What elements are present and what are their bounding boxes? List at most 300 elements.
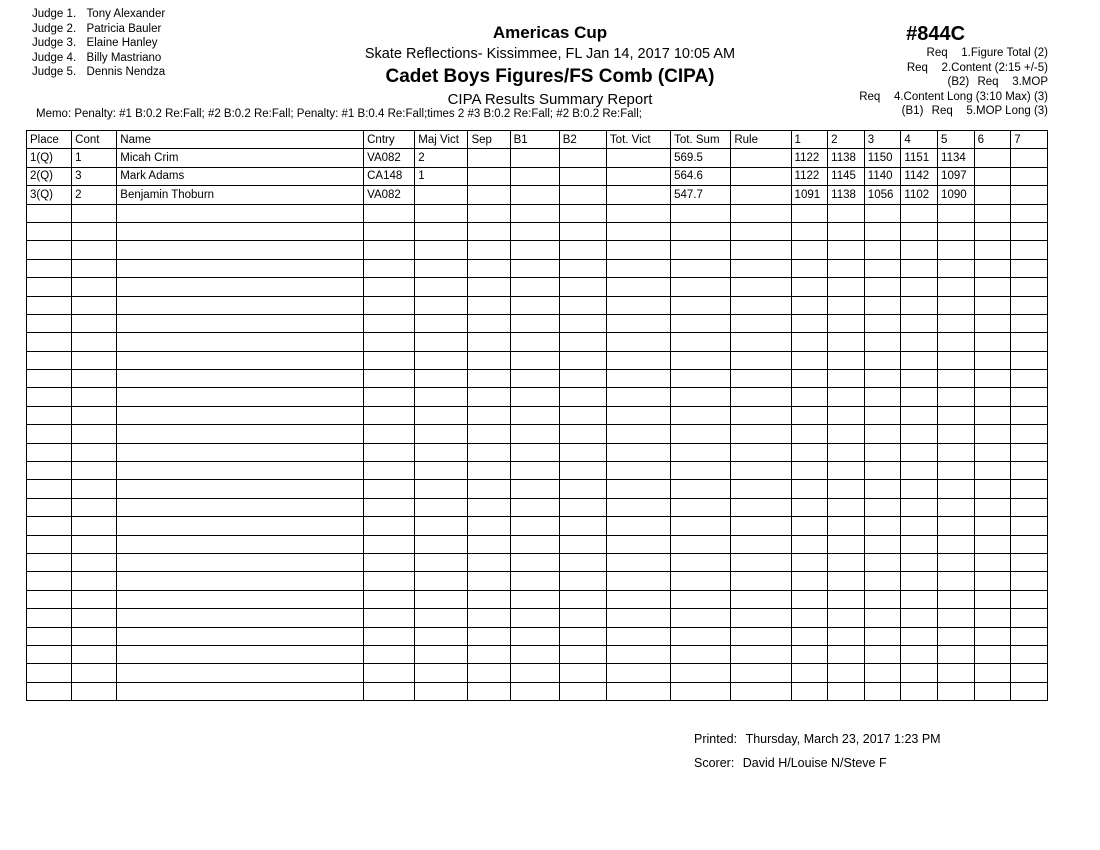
cell-b2 (559, 627, 606, 645)
cell-cont (72, 278, 117, 296)
cell-j6 (974, 149, 1011, 167)
cell-b2 (559, 186, 606, 204)
cell-totsum (671, 498, 731, 516)
requirement-text: Content (2:15 +/-5) (951, 61, 1048, 74)
cell-j1 (791, 351, 828, 369)
cell-j6 (974, 204, 1011, 222)
cell-cntry (364, 498, 415, 516)
column-header-cntry: Cntry (364, 131, 415, 149)
cell-j1 (791, 388, 828, 406)
cell-totv (606, 627, 670, 645)
cell-totv (606, 553, 670, 571)
cell-majv (415, 480, 468, 498)
scorer-label: Scorer: (694, 756, 735, 770)
cell-j5 (938, 259, 975, 277)
table-row-empty[interactable] (27, 259, 1048, 277)
cell-j2: 1138 (828, 186, 865, 204)
cell-cont (72, 553, 117, 571)
cell-rule (731, 535, 791, 553)
cell-sep (468, 627, 510, 645)
table-row-empty[interactable] (27, 351, 1048, 369)
cell-j5 (938, 572, 975, 590)
cell-name (117, 553, 364, 571)
column-header-j4: 4 (901, 131, 938, 149)
cell-place: 3(Q) (27, 186, 72, 204)
table-row-empty[interactable] (27, 553, 1048, 571)
cell-rule (731, 462, 791, 480)
cell-j5 (938, 462, 975, 480)
cell-j2 (828, 462, 865, 480)
cell-cntry (364, 535, 415, 553)
table-row-empty[interactable] (27, 682, 1048, 700)
cell-place (27, 590, 72, 608)
cell-name (117, 388, 364, 406)
cell-j4 (901, 572, 938, 590)
cell-b2 (559, 406, 606, 424)
cell-j4: 1142 (901, 167, 938, 185)
requirement-row (829, 75, 1048, 90)
cell-j4 (901, 627, 938, 645)
cell-majv (415, 682, 468, 700)
cell-b1 (510, 167, 559, 185)
cell-cont (72, 664, 117, 682)
table-row[interactable] (27, 167, 1048, 185)
cell-cont (72, 682, 117, 700)
cell-j5 (938, 682, 975, 700)
table-row-empty[interactable] (27, 572, 1048, 590)
cell-totsum (671, 259, 731, 277)
cell-j3 (864, 682, 901, 700)
cell-j7 (1011, 517, 1048, 535)
cell-j3 (864, 406, 901, 424)
column-header-totsum: Tot. Sum (671, 131, 731, 149)
cell-cntry (364, 278, 415, 296)
cell-j4 (901, 370, 938, 388)
results-table (26, 130, 1048, 701)
cell-j6 (974, 296, 1011, 314)
cell-j4 (901, 314, 938, 332)
cell-rule (731, 149, 791, 167)
cell-b2 (559, 682, 606, 700)
cell-j1: 1091 (791, 186, 828, 204)
cell-totsum (671, 645, 731, 663)
cell-j1 (791, 425, 828, 443)
table-row-empty[interactable] (27, 517, 1048, 535)
cell-cont (72, 572, 117, 590)
cell-rule (731, 296, 791, 314)
cell-totsum (671, 333, 731, 351)
cell-totv (606, 498, 670, 516)
cell-b1 (510, 388, 559, 406)
cell-totv (606, 535, 670, 553)
cell-j1 (791, 443, 828, 461)
cell-cntry (364, 645, 415, 663)
cell-j6 (974, 259, 1011, 277)
cell-name (117, 664, 364, 682)
cell-j4 (901, 609, 938, 627)
cell-cntry (364, 296, 415, 314)
cell-name (117, 682, 364, 700)
cell-j6 (974, 351, 1011, 369)
cell-j6 (974, 333, 1011, 351)
cell-place (27, 645, 72, 663)
cell-sep (468, 241, 510, 259)
cell-j6 (974, 241, 1011, 259)
cell-j1 (791, 517, 828, 535)
cell-totsum (671, 664, 731, 682)
cell-j7 (1011, 425, 1048, 443)
cell-place (27, 572, 72, 590)
cell-name (117, 517, 364, 535)
table-row-empty[interactable] (27, 535, 1048, 553)
cell-cont (72, 296, 117, 314)
cell-totv (606, 406, 670, 424)
table-row-empty[interactable] (27, 609, 1048, 627)
judge-word: Judge (32, 8, 64, 20)
cell-majv (415, 627, 468, 645)
cell-place (27, 278, 72, 296)
cell-j5 (938, 370, 975, 388)
cell-sep (468, 443, 510, 461)
cell-j1 (791, 241, 828, 259)
requirement-word: Req (931, 105, 953, 118)
table-row-empty[interactable] (27, 425, 1048, 443)
cell-j1 (791, 406, 828, 424)
cell-rule (731, 241, 791, 259)
cell-j6 (974, 222, 1011, 240)
cell-totv (606, 590, 670, 608)
cell-j3 (864, 443, 901, 461)
table-row-empty[interactable] (27, 314, 1048, 332)
cell-totv (606, 664, 670, 682)
cell-cont (72, 517, 117, 535)
cell-totv (606, 682, 670, 700)
cell-b2 (559, 535, 606, 553)
cell-cont (72, 351, 117, 369)
cell-totv (606, 222, 670, 240)
cell-b1 (510, 645, 559, 663)
cell-j2 (828, 314, 865, 332)
cell-totv (606, 296, 670, 314)
cell-j1 (791, 572, 828, 590)
judge-row (32, 65, 165, 80)
cell-name (117, 480, 364, 498)
cell-b2 (559, 572, 606, 590)
cell-j3 (864, 553, 901, 571)
cell-j1 (791, 535, 828, 553)
cell-j7 (1011, 388, 1048, 406)
judge-name: Patricia Bauler (86, 22, 162, 35)
cell-j3 (864, 535, 901, 553)
cell-place (27, 627, 72, 645)
cell-j6 (974, 425, 1011, 443)
cell-sep (468, 333, 510, 351)
table-row-empty[interactable] (27, 645, 1048, 663)
report-header (230, 22, 870, 110)
cell-name (117, 443, 364, 461)
cell-j3: 1150 (864, 149, 901, 167)
cell-j4 (901, 480, 938, 498)
cell-cntry: VA082 (364, 186, 415, 204)
cell-rule (731, 351, 791, 369)
cell-totv (606, 609, 670, 627)
cell-j3: 1140 (864, 167, 901, 185)
cell-b1 (510, 370, 559, 388)
cell-name (117, 370, 364, 388)
cell-place (27, 388, 72, 406)
cell-cntry (364, 553, 415, 571)
cell-cont (72, 259, 117, 277)
cell-j6 (974, 682, 1011, 700)
cell-totv (606, 149, 670, 167)
table-row[interactable] (27, 149, 1048, 167)
cell-b1 (510, 443, 559, 461)
table-row-empty[interactable] (27, 370, 1048, 388)
cell-totv (606, 572, 670, 590)
cell-j3 (864, 333, 901, 351)
cell-j4: 1151 (901, 149, 938, 167)
judge-word: Judge (32, 66, 64, 78)
column-header-majv: Maj Vict (415, 131, 468, 149)
cell-totsum (671, 351, 731, 369)
cell-totsum (671, 222, 731, 240)
table-row-empty[interactable] (27, 664, 1048, 682)
cell-b1 (510, 406, 559, 424)
cell-cntry (364, 590, 415, 608)
judge-row (32, 22, 165, 37)
cell-j5 (938, 443, 975, 461)
cell-rule (731, 480, 791, 498)
table-row-empty[interactable] (27, 333, 1048, 351)
cell-j2 (828, 682, 865, 700)
cell-b2 (559, 259, 606, 277)
table-row-empty[interactable] (27, 590, 1048, 608)
requirement-row (829, 90, 1048, 105)
cell-name (117, 498, 364, 516)
cell-b2 (559, 167, 606, 185)
cell-j7 (1011, 351, 1048, 369)
cell-j2 (828, 333, 865, 351)
requirement-row (829, 61, 1048, 76)
cell-b1 (510, 572, 559, 590)
cell-b2 (559, 296, 606, 314)
cell-j1 (791, 462, 828, 480)
requirement-number: 5. (966, 105, 976, 118)
cell-j4 (901, 241, 938, 259)
cell-j4 (901, 351, 938, 369)
cell-majv (415, 517, 468, 535)
cell-j1 (791, 664, 828, 682)
table-row-empty[interactable] (27, 388, 1048, 406)
cell-majv (415, 388, 468, 406)
cell-j7 (1011, 406, 1048, 424)
cell-sep (468, 517, 510, 535)
cell-cntry (364, 351, 415, 369)
cell-b2 (559, 351, 606, 369)
cell-cont: 1 (72, 149, 117, 167)
cell-j4 (901, 278, 938, 296)
table-row-empty[interactable] (27, 204, 1048, 222)
cell-majv: 1 (415, 167, 468, 185)
cell-totsum (671, 682, 731, 700)
cell-j3 (864, 609, 901, 627)
cell-j6 (974, 443, 1011, 461)
cell-j6 (974, 590, 1011, 608)
requirement-text: MOP (1021, 76, 1048, 89)
table-row-empty[interactable] (27, 443, 1048, 461)
cell-totsum (671, 425, 731, 443)
cell-j6 (974, 167, 1011, 185)
table-row-empty[interactable] (27, 627, 1048, 645)
cell-totv (606, 480, 670, 498)
cell-j2 (828, 609, 865, 627)
cell-cntry (364, 480, 415, 498)
cell-j3 (864, 664, 901, 682)
cell-sep (468, 609, 510, 627)
cell-totsum (671, 388, 731, 406)
scorer-value: David H/Louise N/Steve F (742, 756, 887, 770)
cell-j2 (828, 480, 865, 498)
cell-j7 (1011, 149, 1048, 167)
table-row-empty[interactable] (27, 480, 1048, 498)
judge-word: Judge (32, 22, 64, 35)
cell-j6 (974, 609, 1011, 627)
cell-b1 (510, 627, 559, 645)
cell-j7 (1011, 627, 1048, 645)
cell-j7 (1011, 259, 1048, 277)
cell-place (27, 664, 72, 682)
cell-j5 (938, 314, 975, 332)
cell-j1: 1122 (791, 149, 828, 167)
cell-rule (731, 609, 791, 627)
cell-j6 (974, 370, 1011, 388)
cell-b1 (510, 222, 559, 240)
cell-j2 (828, 388, 865, 406)
judge-row (32, 51, 165, 66)
cell-j2 (828, 664, 865, 682)
cell-j7 (1011, 498, 1048, 516)
cell-j6 (974, 627, 1011, 645)
cell-rule (731, 425, 791, 443)
cell-j2 (828, 241, 865, 259)
cell-sep (468, 222, 510, 240)
table-row-empty[interactable] (27, 406, 1048, 424)
table-row-empty[interactable] (27, 296, 1048, 314)
cell-sep (468, 462, 510, 480)
requirement-word: Req (977, 76, 999, 89)
category-title: Cadet Boys Figures/FS Comb (CIPA) (385, 66, 715, 87)
cell-totv (606, 167, 670, 185)
cell-j5 (938, 296, 975, 314)
cell-rule (731, 314, 791, 332)
requirements-list (829, 46, 1048, 119)
cell-place (27, 406, 72, 424)
cell-totv (606, 241, 670, 259)
cell-b2 (559, 498, 606, 516)
cell-j4 (901, 535, 938, 553)
cell-place: 2(Q) (27, 167, 72, 185)
cell-b1 (510, 333, 559, 351)
cell-j2 (828, 351, 865, 369)
cell-sep (468, 664, 510, 682)
cell-b1 (510, 314, 559, 332)
cell-j7 (1011, 609, 1048, 627)
cell-j4 (901, 462, 938, 480)
cell-majv (415, 645, 468, 663)
cell-j3 (864, 222, 901, 240)
table-row-empty[interactable] (27, 462, 1048, 480)
cell-sep (468, 498, 510, 516)
cell-b1 (510, 498, 559, 516)
cell-majv (415, 553, 468, 571)
cell-name (117, 572, 364, 590)
judge-row (32, 36, 165, 51)
cell-totv (606, 388, 670, 406)
cell-b1 (510, 204, 559, 222)
cell-j4 (901, 664, 938, 682)
cell-sep (468, 351, 510, 369)
table-row-empty[interactable] (27, 278, 1048, 296)
cell-b1 (510, 186, 559, 204)
table-row-empty[interactable] (27, 241, 1048, 259)
cell-j2: 1138 (828, 149, 865, 167)
cell-totv (606, 259, 670, 277)
cell-j6 (974, 517, 1011, 535)
cell-majv (415, 241, 468, 259)
table-row[interactable] (27, 186, 1048, 204)
column-header-place: Place (27, 131, 72, 149)
cell-cntry (364, 425, 415, 443)
cell-totv (606, 204, 670, 222)
cell-j3 (864, 370, 901, 388)
cell-j3 (864, 259, 901, 277)
cell-rule (731, 627, 791, 645)
cell-j3 (864, 462, 901, 480)
column-header-j2: 2 (828, 131, 865, 149)
cell-b1 (510, 351, 559, 369)
cell-majv (415, 572, 468, 590)
cell-j2 (828, 370, 865, 388)
cell-cont (72, 590, 117, 608)
cell-j2 (828, 222, 865, 240)
cell-cont (72, 314, 117, 332)
cell-j5 (938, 222, 975, 240)
cell-rule (731, 572, 791, 590)
report-footer (694, 727, 941, 775)
cell-totv (606, 645, 670, 663)
cell-j7 (1011, 278, 1048, 296)
cell-sep (468, 553, 510, 571)
cell-cntry (364, 406, 415, 424)
cell-j6 (974, 645, 1011, 663)
cell-place (27, 241, 72, 259)
cell-sep (468, 425, 510, 443)
cell-sep (468, 370, 510, 388)
cell-b2 (559, 645, 606, 663)
cell-j7 (1011, 241, 1048, 259)
requirement-number: 3. (1012, 76, 1022, 89)
table-row-empty[interactable] (27, 222, 1048, 240)
cell-j7 (1011, 462, 1048, 480)
cell-cntry (364, 388, 415, 406)
cell-j7 (1011, 572, 1048, 590)
report-subtitle: CIPA Results Summary Report (447, 91, 653, 108)
table-row-empty[interactable] (27, 498, 1048, 516)
judge-word: Judge (32, 37, 64, 49)
cell-j5 (938, 204, 975, 222)
cell-b1 (510, 682, 559, 700)
cell-place (27, 498, 72, 516)
